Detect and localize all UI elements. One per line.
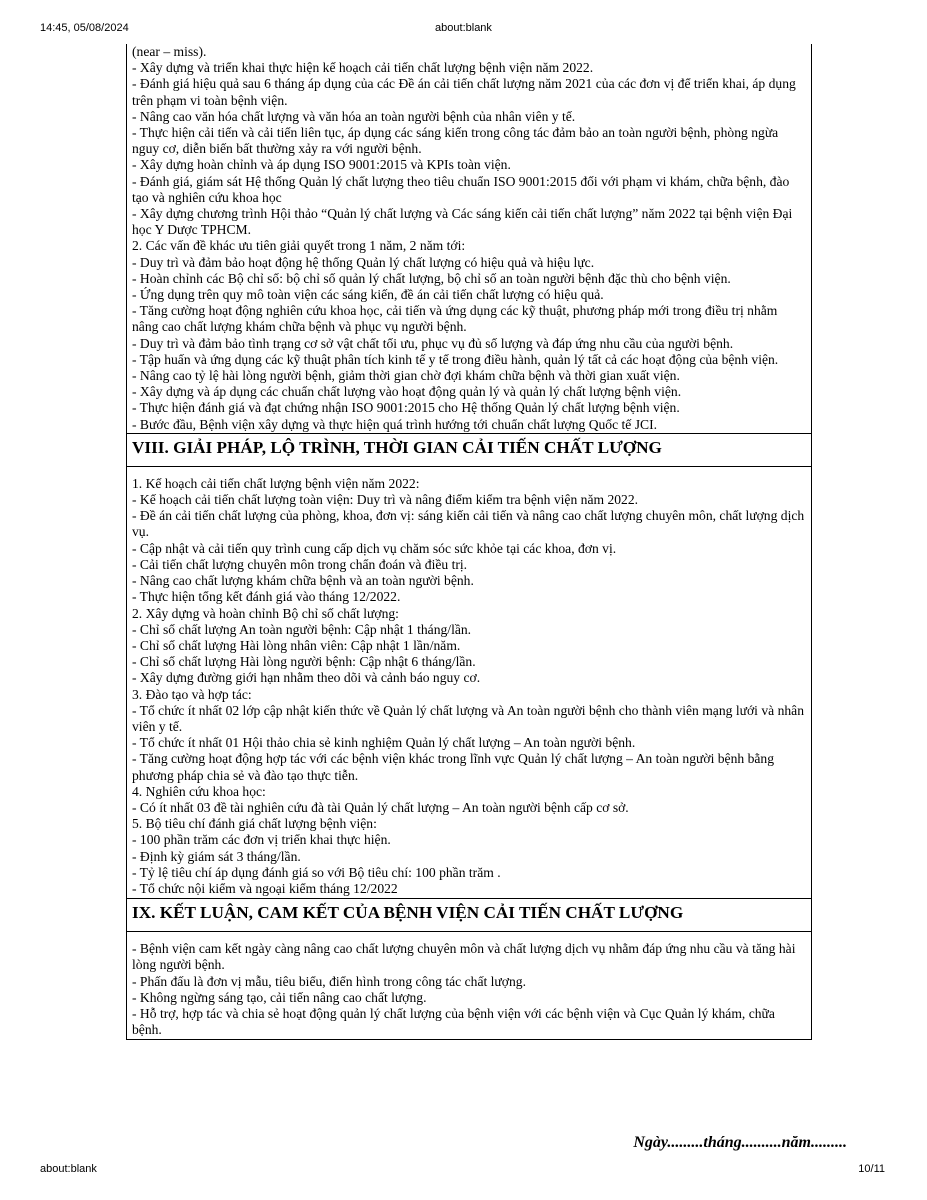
text-line: - Tỷ lệ tiêu chí áp dụng đánh giá so với Bộ tiêu chí: 100 phần trăm . bbox=[132, 864, 501, 880]
text-line: - Chỉ số chất lượng Hài lòng nhân viên: Cập nhật 1 lần/năm. bbox=[132, 637, 461, 653]
document-body bbox=[126, 44, 812, 1040]
text-line: - Phấn đấu là đơn vị mẫu, tiêu biểu, điển hình trong công tác chất lượng. bbox=[132, 973, 526, 989]
section-viii-lines bbox=[132, 476, 807, 897]
text-line: - Xây dựng và triển khai thực hiện kế hoạch cải tiến chất lượng bệnh viện năm 2022. bbox=[132, 60, 594, 76]
section-viii-content bbox=[126, 466, 812, 898]
text-line: - Xây dựng hoàn chỉnh và áp dụng ISO 9001:2015 và KPIs toàn viện. bbox=[132, 157, 511, 173]
text-line: 2. Xây dựng và hoàn chỉnh Bộ chỉ số chất lượng: bbox=[132, 605, 399, 621]
section-ix-content bbox=[126, 931, 812, 1040]
text-line: - Duy trì và đảm bảo tình trạng cơ sở vật chất tối ưu, phục vụ đủ số lượng và đáp ứng nhu cầu của người bệnh. bbox=[132, 335, 734, 351]
text-line: - Tổ chức ít nhất 01 Hội thảo chia sẻ kinh nghiệm Quản lý chất lượng – An toàn người bệnh. bbox=[132, 735, 636, 751]
text-line: 3. Đào tạo và hợp tác: bbox=[132, 686, 252, 702]
section-ix-lines bbox=[132, 941, 807, 1038]
text-line: - Bước đầu, Bệnh viện xây dựng và thực hiện quá trình hướng tới chuẩn chất lượng Quốc tế JCI. bbox=[132, 416, 658, 432]
print-footer-url: about:blank bbox=[40, 1163, 97, 1175]
text-line: - Kế hoạch cải tiến chất lượng toàn viện: Duy trì và nâng điểm kiểm tra bệnh viện năm 2022. bbox=[132, 492, 639, 508]
text-line: - Xây dựng và áp dụng các chuẩn chất lượng vào hoạt động quản lý và quản lý chất lượng bệnh viện. bbox=[132, 384, 682, 400]
text-line: 1. Kế hoạch cải tiến chất lượng bệnh viện năm 2022: bbox=[132, 475, 420, 491]
text-line: - Định kỳ giám sát 3 tháng/lần. bbox=[132, 848, 301, 864]
text-line: - Có ít nhất 03 đề tài nghiên cứu đà tài Quản lý chất lượng – An toàn người bệnh cấp cơ sở. bbox=[132, 799, 629, 815]
text-line: - Thực hiện đánh giá và đạt chứng nhận ISO 9001:2015 cho Hệ thống Quản lý chất lượng bệnh viện. bbox=[132, 400, 680, 416]
text-line: - Tăng cường hoạt động nghiên cứu khoa học, cải tiến và ứng dụng các kỹ thuật, phương pháp mới trong điều trị nhằm nâng cao chất lượng khám chữa bệnh và phục vụ người bệnh. bbox=[132, 303, 778, 335]
priorities-lines bbox=[132, 44, 807, 433]
text-line: - Thực hiện tổng kết đánh giá vào tháng 12/2022. bbox=[132, 589, 401, 605]
text-line: - Xây dựng chương trình Hội thảo “Quản lý chất lượng và Các sáng kiến cải tiến chất lượng” năm 2022 tại bệnh viện Đại học Y Dược TPHCM. bbox=[132, 206, 793, 238]
text-line: - Bệnh viện cam kết ngày càng nâng cao chất lượng chuyên môn và chất lượng dịch vụ nhằm đáp ứng nhu cầu và tăng hài lòng người bệnh. bbox=[132, 941, 796, 973]
text-line: - Chỉ số chất lượng An toàn người bệnh: Cập nhật 1 tháng/lần. bbox=[132, 621, 472, 637]
section-viii-heading: VIII. GIẢI PHÁP, LỘ TRÌNH, THỜI GIAN CẢI TIẾN CHẤT LƯỢNG bbox=[126, 433, 812, 466]
text-line: - Không ngừng sáng tạo, cải tiến nâng cao chất lượng. bbox=[132, 989, 427, 1005]
text-line: - Thực hiện cải tiến và cải tiến liên tục, áp dụng các sáng kiến trong công tác đảm bảo an toàn người bệnh, phòng ngừa nguy cơ, diễn biến bất thường xảy ra với người bệnh. bbox=[132, 125, 779, 157]
signature-date-line: Ngày.........tháng..........năm......... bbox=[633, 1134, 847, 1151]
text-line: - Ứng dụng trên quy mô toàn viện các sáng kiến, đề án cải tiến chất lượng có hiệu quả. bbox=[132, 287, 604, 303]
section-priorities bbox=[126, 44, 812, 433]
text-line: - Tập huấn và ứng dụng các kỹ thuật phân tích kinh tế y tế trong điều hành, quản lý tất cả các hoạt động của bệnh viện. bbox=[132, 351, 779, 367]
text-line: - Chỉ số chất lượng Hài lòng người bệnh: Cập nhật 6 tháng/lần. bbox=[132, 654, 476, 670]
text-line: - Hỗ trợ, hợp tác và chia sẻ hoạt động quản lý chất lượng của bệnh viện với các bệnh viện và Cục Quản lý khám, chữa bệnh. bbox=[132, 1005, 775, 1038]
text-line: - Đánh giá, giám sát Hệ thống Quản lý chất lượng theo tiêu chuẩn ISO 9001:2015 đối với phạm vi khám, chữa bệnh, đào tạo và nghiên cứu khoa học bbox=[132, 173, 790, 205]
text-line: 5. Bộ tiêu chí đánh giá chất lượng bệnh viện: bbox=[132, 816, 377, 832]
print-page-title: about:blank bbox=[435, 22, 492, 34]
text-line: - Nâng cao văn hóa chất lượng và văn hóa an toàn người bệnh của nhân viên y tế. bbox=[132, 108, 576, 124]
text-line: - Duy trì và đảm bảo hoạt động hệ thống Quản lý chất lượng có hiệu quả và hiệu lực. bbox=[132, 254, 595, 270]
print-page-number: 10/11 bbox=[858, 1163, 885, 1175]
section-ix-heading: IX. KẾT LUẬN, CAM KẾT CỦA BỆNH VIỆN CẢI TIẾN CHẤT LƯỢNG bbox=[126, 898, 812, 931]
text-line: - Tổ chức nội kiểm và ngoại kiểm tháng 12/2022 bbox=[132, 880, 398, 896]
text-line: 2. Các vấn đề khác ưu tiên giải quyết trong 1 năm, 2 năm tới: bbox=[132, 238, 466, 254]
text-line: - Cập nhật và cải tiến quy trình cung cấp dịch vụ chăm sóc sức khỏe tại các khoa, đơn vị. bbox=[132, 540, 617, 556]
text-line: 4. Nghiên cứu khoa học: bbox=[132, 783, 266, 799]
text-line: - Hoàn chỉnh các Bộ chỉ số: bộ chỉ số quản lý chất lượng, bộ chỉ số an toàn người bệnh đặc thù cho bệnh viện. bbox=[132, 270, 731, 286]
text-line: - Cải tiến chất lượng chuyên môn trong chẩn đoán và điều trị. bbox=[132, 556, 468, 572]
text-line: - Đề án cải tiến chất lượng của phòng, khoa, đơn vị: sáng kiến cải tiến và nâng cao chất lượng chuyên môn, chất lượng dịch vụ. bbox=[132, 508, 805, 540]
text-line: - Nâng cao tỷ lệ hài lòng người bệnh, giảm thời gian chờ đợi khám chữa bệnh và thời gian xuất viện. bbox=[132, 368, 680, 384]
print-datetime: 14:45, 05/08/2024 bbox=[40, 22, 129, 34]
text-line: (near – miss). bbox=[132, 44, 207, 59]
text-line: - Đánh giá hiệu quả sau 6 tháng áp dụng của các Đề án cải tiến chất lượng năm 2021 của các đơn vị để triển khai, áp dụng trên phạm vi toàn bệnh viện. bbox=[132, 76, 796, 108]
text-line: - Tăng cường hoạt động hợp tác với các bệnh viện khác trong lĩnh vực Quản lý chất lượng – An toàn người bệnh bằng phương pháp chia sẻ và đào tạo thực tiễn. bbox=[132, 751, 774, 783]
text-line: - Tổ chức ít nhất 02 lớp cập nhật kiến thức về Quản lý chất lượng và An toàn người bệnh cho thành viên mạng lưới và nhân viên y tế. bbox=[132, 702, 804, 734]
text-line: - Xây dựng đường giới hạn nhằm theo dõi và cảnh báo nguy cơ. bbox=[132, 670, 481, 686]
text-line: - Nâng cao chất lượng khám chữa bệnh và an toàn người bệnh. bbox=[132, 573, 474, 589]
text-line: - 100 phần trăm các đơn vị triển khai thực hiện. bbox=[132, 832, 391, 848]
